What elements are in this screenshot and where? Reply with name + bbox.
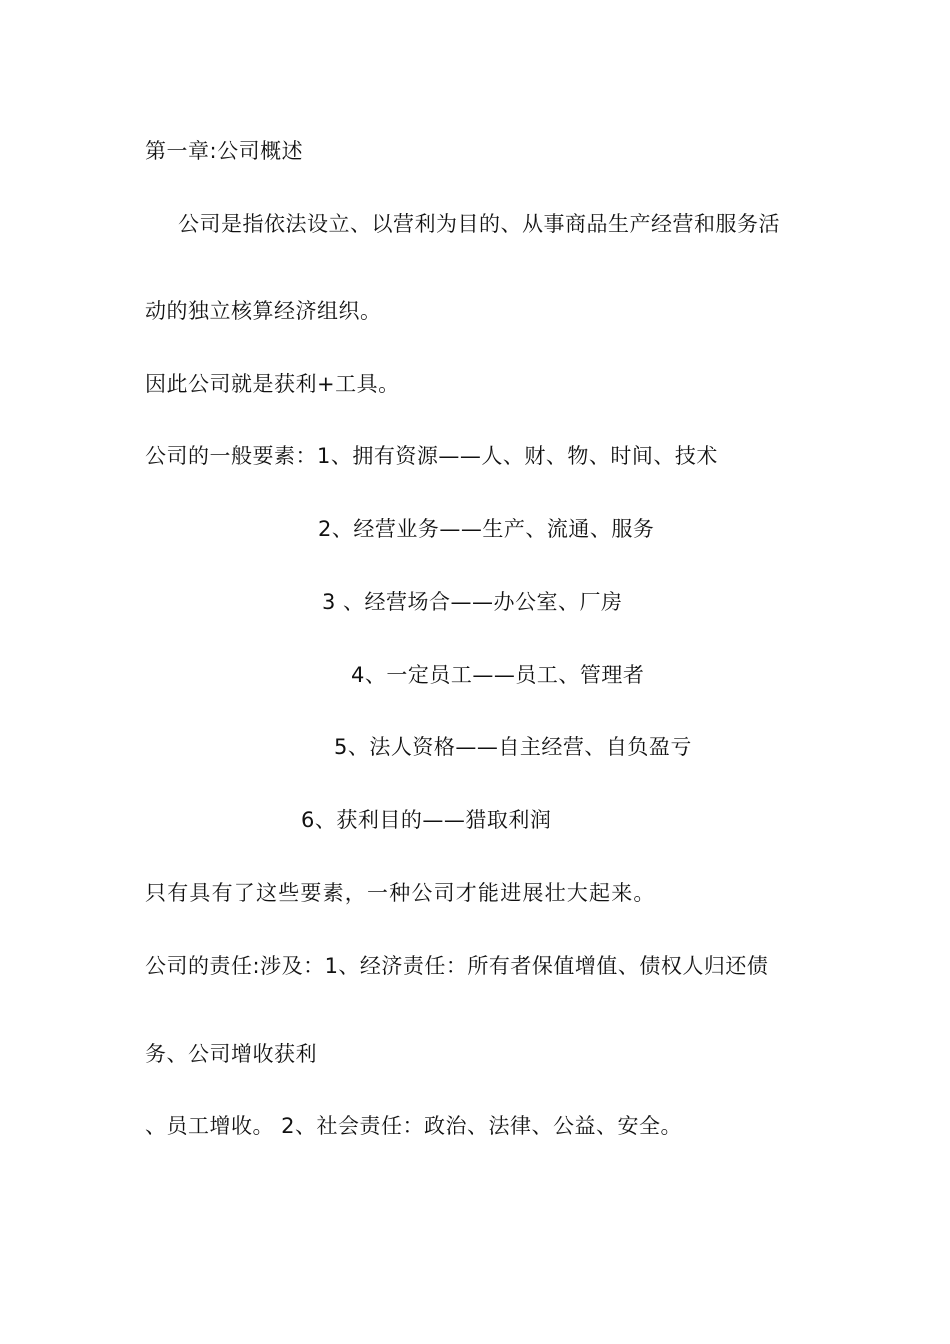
- elements-item-6: 6、获利目的——猎取利润: [301, 808, 552, 832]
- elements-item-2: 2、经营业务——生产、流通、服务: [318, 517, 655, 541]
- definition-paragraph-line-2: 动的独立核算经济组织。: [145, 299, 382, 323]
- responsibility-line-3: 、员工增收。 2、社会责任：政治、法律、公益、安全。: [145, 1114, 683, 1138]
- conclusion-line: 因此公司就是获利+工具。: [145, 372, 400, 396]
- elements-summary-line: 只有具有了这些要素，一种公司才能进展壮大起来。: [145, 881, 656, 905]
- elements-item-3: 3 、经营场合——办公室、厂房: [322, 590, 623, 614]
- chapter-heading: 第一章:公司概述: [145, 139, 304, 163]
- elements-item-4: 4、一定员工——员工、管理者: [351, 663, 645, 687]
- elements-item-5: 5、法人资格——自主经营、自负盈亏: [334, 735, 692, 759]
- responsibility-line-1: 公司的责任:涉及：1、经济责任：所有者保值增值、债权人归还债: [145, 954, 769, 978]
- definition-paragraph-line-1: 公司是指依法设立、以营利为目的、从事商品生产经营和服务活: [178, 212, 780, 236]
- elements-item-1: 公司的一般要素：1、拥有资源——人、财、物、时间、技术: [145, 444, 718, 468]
- responsibility-line-2: 务、公司增收获利: [145, 1042, 317, 1066]
